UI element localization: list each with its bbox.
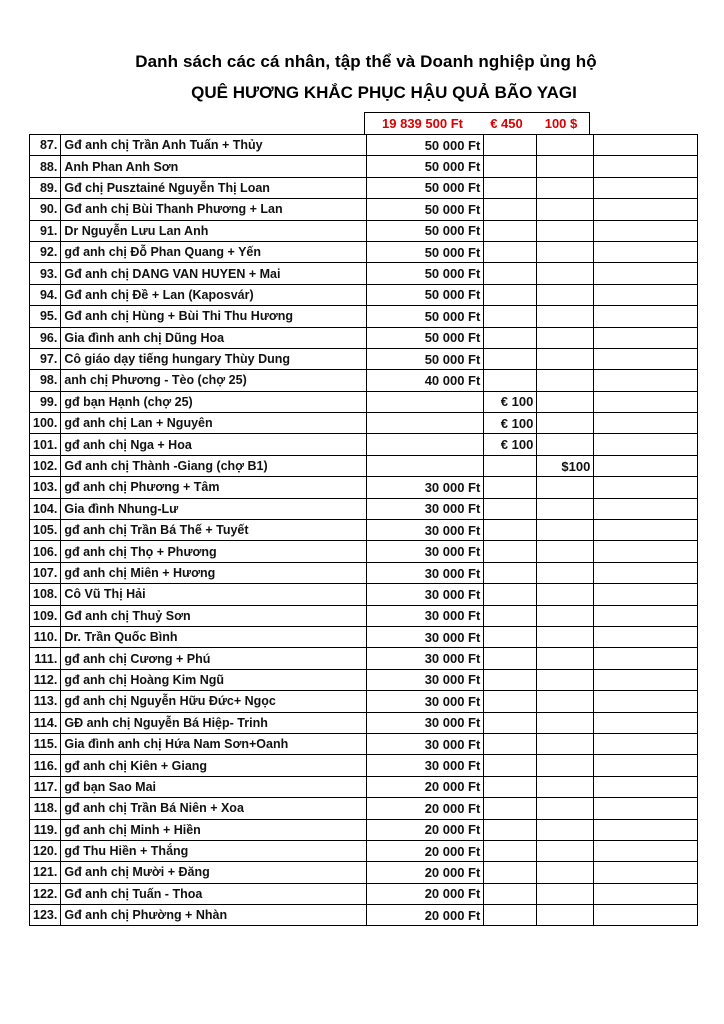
amount-forint	[367, 391, 484, 412]
row-number: 106.	[30, 541, 61, 562]
row-number: 96.	[30, 327, 61, 348]
table-row	[30, 327, 698, 348]
amount-euro	[484, 883, 537, 904]
donor-name: Gia đình anh chị Hứa Nam Sơn+Oanh	[61, 733, 367, 754]
donor-name: Gia đình Nhung-Lư	[61, 498, 367, 519]
amount-dollar: $100	[537, 455, 594, 476]
empty-cell	[594, 455, 698, 476]
amount-dollar	[537, 648, 594, 669]
amount-euro	[484, 562, 537, 583]
amount-forint: 50 000 Ft	[367, 135, 484, 156]
amount-euro: € 100	[484, 413, 537, 434]
amount-dollar	[537, 498, 594, 519]
donor-name: gđ anh chị Thọ + Phương	[61, 541, 367, 562]
row-number: 117.	[30, 776, 61, 797]
donor-name: Gđ anh chị Tuấn - Thoa	[61, 883, 367, 904]
amount-forint: 40 000 Ft	[367, 370, 484, 391]
amount-euro	[484, 135, 537, 156]
donor-name: anh chị Phương - Tèo (chợ 25)	[61, 370, 367, 391]
table-row	[30, 776, 698, 797]
table-row	[30, 562, 698, 583]
donor-name: GĐ anh chị Nguyễn Bá Hiệp- Trinh	[61, 712, 367, 733]
table-row	[30, 840, 698, 861]
title-line-1: Danh sách các cá nhân, tập thể và Doanh nghiệp ủng hộ	[135, 52, 597, 71]
amount-euro	[484, 840, 537, 861]
amount-dollar	[537, 541, 594, 562]
donor-name: Cô Vũ Thị Hải	[61, 584, 367, 605]
amount-dollar	[537, 840, 594, 861]
table-row	[30, 691, 698, 712]
row-number: 99.	[30, 391, 61, 412]
amount-euro	[484, 798, 537, 819]
amount-forint	[367, 455, 484, 476]
amount-euro	[484, 284, 537, 305]
table-row	[30, 199, 698, 220]
empty-cell	[594, 327, 698, 348]
empty-cell	[594, 626, 698, 647]
table-row	[30, 177, 698, 198]
row-number: 103.	[30, 477, 61, 498]
total-euro: € 450	[480, 112, 534, 134]
empty-cell	[594, 605, 698, 626]
amount-forint: 20 000 Ft	[367, 840, 484, 861]
empty-cell	[594, 477, 698, 498]
donor-name: Dr. Trần Quốc Bình	[61, 626, 367, 647]
amount-euro	[484, 691, 537, 712]
empty-cell	[594, 348, 698, 369]
amount-euro	[484, 648, 537, 669]
empty-cell	[594, 862, 698, 883]
empty-cell	[594, 391, 698, 412]
page-title	[0, 52, 724, 72]
donor-name: Gđ anh chị DANG VAN HUYEN + Mai	[61, 263, 367, 284]
amount-dollar	[537, 348, 594, 369]
amount-forint: 30 000 Ft	[367, 669, 484, 690]
amount-euro	[484, 905, 537, 926]
amount-euro	[484, 477, 537, 498]
amount-forint: 20 000 Ft	[367, 819, 484, 840]
amount-dollar	[537, 520, 594, 541]
table-row	[30, 541, 698, 562]
row-number: 97.	[30, 348, 61, 369]
table-row	[30, 798, 698, 819]
amount-euro	[484, 199, 537, 220]
row-number: 102.	[30, 455, 61, 476]
donor-name: gđ anh chị Lan + Nguyên	[61, 413, 367, 434]
amount-euro	[484, 584, 537, 605]
donor-name: Gia đình anh chị Dũng Hoa	[61, 327, 367, 348]
row-number: 94.	[30, 284, 61, 305]
table-row	[30, 263, 698, 284]
row-number: 100.	[30, 413, 61, 434]
amount-dollar	[537, 327, 594, 348]
amount-euro	[484, 626, 537, 647]
amount-forint: 50 000 Ft	[367, 263, 484, 284]
row-number: 105.	[30, 520, 61, 541]
amount-forint: 50 000 Ft	[367, 177, 484, 198]
amount-euro	[484, 306, 537, 327]
total-dollar: 100 $	[533, 112, 590, 134]
row-number: 95.	[30, 306, 61, 327]
empty-cell	[594, 220, 698, 241]
empty-cell	[594, 520, 698, 541]
amount-forint: 50 000 Ft	[367, 241, 484, 262]
amount-dollar	[537, 733, 594, 754]
table-row	[30, 455, 698, 476]
donor-name: Cô giáo dạy tiếng hungary Thùy Dung	[61, 348, 367, 369]
row-number: 88.	[30, 156, 61, 177]
empty-cell	[594, 434, 698, 455]
donor-name: gđ anh chị Phương + Tâm	[61, 477, 367, 498]
donor-name: Gđ anh chị Thành -Giang (chợ B1)	[61, 455, 367, 476]
title-line-2: QUÊ HƯƠNG KHẮC PHỤC HẬU QUẢ BÃO YAGI	[191, 83, 577, 102]
amount-dollar	[537, 819, 594, 840]
amount-dollar	[537, 241, 594, 262]
donor-name: gđ bạn Hạnh (chợ 25)	[61, 391, 367, 412]
donor-name: gđ anh chị Nga + Hoa	[61, 434, 367, 455]
table-row	[30, 284, 698, 305]
amount-euro	[484, 370, 537, 391]
amount-euro	[484, 348, 537, 369]
row-number: 90.	[30, 199, 61, 220]
donor-name: Gđ chị Pusztainé Nguyễn Thị Loan	[61, 177, 367, 198]
table-row	[30, 733, 698, 754]
empty-cell	[594, 498, 698, 519]
amount-forint: 20 000 Ft	[367, 862, 484, 883]
donor-name: gđ anh chị Trần Bá Niên + Xoa	[61, 798, 367, 819]
amount-dollar	[537, 862, 594, 883]
donor-name: Gđ anh chị Trần Anh Tuấn + Thủy	[61, 135, 367, 156]
donor-name: Gđ anh chị Bùi Thanh Phương + Lan	[61, 199, 367, 220]
amount-forint: 30 000 Ft	[367, 733, 484, 754]
table-row	[30, 220, 698, 241]
amount-euro	[484, 241, 537, 262]
amount-euro	[484, 156, 537, 177]
amount-forint: 50 000 Ft	[367, 220, 484, 241]
total-forint: 19 839 500 Ft	[364, 112, 481, 134]
amount-dollar	[537, 156, 594, 177]
amount-euro	[484, 669, 537, 690]
amount-dollar	[537, 712, 594, 733]
row-number: 111.	[30, 648, 61, 669]
row-number: 93.	[30, 263, 61, 284]
amount-dollar	[537, 883, 594, 904]
amount-dollar	[537, 798, 594, 819]
amount-euro	[484, 263, 537, 284]
amount-euro	[484, 541, 537, 562]
table-row	[30, 819, 698, 840]
amount-dollar	[537, 562, 594, 583]
row-number: 116.	[30, 755, 61, 776]
donor-name: gđ bạn Sao Mai	[61, 776, 367, 797]
table-row	[30, 584, 698, 605]
amount-dollar	[537, 776, 594, 797]
amount-euro	[484, 819, 537, 840]
empty-cell	[594, 776, 698, 797]
row-number: 122.	[30, 883, 61, 904]
donor-name: Gđ anh chị Hùng + Bùi Thi Thu Hương	[61, 306, 367, 327]
table-row	[30, 156, 698, 177]
row-number: 92.	[30, 241, 61, 262]
donor-name: gđ anh chị Nguyễn Hữu Đức+ Ngọc	[61, 691, 367, 712]
empty-cell	[594, 306, 698, 327]
amount-forint: 50 000 Ft	[367, 156, 484, 177]
amount-forint: 30 000 Ft	[367, 712, 484, 733]
row-number: 123.	[30, 905, 61, 926]
page-subtitle	[0, 83, 724, 103]
empty-cell	[594, 905, 698, 926]
empty-cell	[594, 712, 698, 733]
amount-forint: 30 000 Ft	[367, 562, 484, 583]
table-row	[30, 605, 698, 626]
table-row	[30, 135, 698, 156]
amount-dollar	[537, 220, 594, 241]
amount-euro	[484, 520, 537, 541]
donor-name: Dr Nguyễn Lưu Lan Anh	[61, 220, 367, 241]
amount-euro	[484, 862, 537, 883]
empty-cell	[594, 648, 698, 669]
row-number: 112.	[30, 669, 61, 690]
donor-name: gđ anh chị Hoàng Kim Ngũ	[61, 669, 367, 690]
amount-dollar	[537, 626, 594, 647]
amount-dollar	[537, 905, 594, 926]
empty-cell	[594, 370, 698, 391]
empty-cell	[594, 819, 698, 840]
table-row	[30, 413, 698, 434]
amount-forint: 20 000 Ft	[367, 905, 484, 926]
donor-name: Gđ anh chị Mười + Đăng	[61, 862, 367, 883]
empty-cell	[594, 733, 698, 754]
table-row	[30, 241, 698, 262]
amount-forint: 30 000 Ft	[367, 755, 484, 776]
amount-dollar	[537, 370, 594, 391]
amount-euro	[484, 177, 537, 198]
amount-dollar	[537, 605, 594, 626]
empty-cell	[594, 840, 698, 861]
row-number: 98.	[30, 370, 61, 391]
amount-forint: 20 000 Ft	[367, 776, 484, 797]
empty-cell	[594, 284, 698, 305]
donor-name: gđ anh chị Cương + Phú	[61, 648, 367, 669]
table-row	[30, 370, 698, 391]
row-number: 107.	[30, 562, 61, 583]
amount-euro	[484, 755, 537, 776]
row-number: 89.	[30, 177, 61, 198]
table-row	[30, 862, 698, 883]
amount-euro	[484, 327, 537, 348]
empty-cell	[594, 263, 698, 284]
table-row	[30, 520, 698, 541]
row-number: 110.	[30, 626, 61, 647]
amount-dollar	[537, 477, 594, 498]
row-number: 113.	[30, 691, 61, 712]
amount-forint: 20 000 Ft	[367, 798, 484, 819]
empty-cell	[594, 691, 698, 712]
amount-euro	[484, 776, 537, 797]
donor-name: Anh Phan Anh Sơn	[61, 156, 367, 177]
donor-name: gđ anh chị Đỗ Phan Quang + Yến	[61, 241, 367, 262]
row-number: 114.	[30, 712, 61, 733]
row-number: 101.	[30, 434, 61, 455]
donor-name: Gđ anh chị Đề + Lan (Kaposvár)	[61, 284, 367, 305]
amount-forint: 50 000 Ft	[367, 327, 484, 348]
donor-name: gđ Thu Hiền + Thắng	[61, 840, 367, 861]
empty-cell	[594, 669, 698, 690]
empty-cell	[594, 135, 698, 156]
table-row	[30, 712, 698, 733]
amount-euro	[484, 498, 537, 519]
table-row	[30, 905, 698, 926]
amount-forint	[367, 434, 484, 455]
empty-cell	[594, 177, 698, 198]
amount-dollar	[537, 263, 594, 284]
amount-forint: 50 000 Ft	[367, 199, 484, 220]
row-number: 87.	[30, 135, 61, 156]
row-number: 119.	[30, 819, 61, 840]
amount-dollar	[537, 755, 594, 776]
empty-cell	[594, 584, 698, 605]
amount-forint: 50 000 Ft	[367, 348, 484, 369]
amount-euro: € 100	[484, 391, 537, 412]
amount-dollar	[537, 177, 594, 198]
empty-cell	[594, 798, 698, 819]
empty-cell	[594, 562, 698, 583]
amount-euro	[484, 733, 537, 754]
table-row	[30, 306, 698, 327]
donor-name: gđ anh chị Minh + Hiền	[61, 819, 367, 840]
amount-forint: 20 000 Ft	[367, 883, 484, 904]
donor-name: gđ anh chị Miên + Hương	[61, 562, 367, 583]
empty-cell	[594, 241, 698, 262]
amount-forint: 30 000 Ft	[367, 605, 484, 626]
table-row	[30, 648, 698, 669]
row-number: 118.	[30, 798, 61, 819]
amount-euro	[484, 605, 537, 626]
empty-cell	[594, 883, 698, 904]
amount-forint: 30 000 Ft	[367, 626, 484, 647]
row-number: 121.	[30, 862, 61, 883]
amount-dollar	[537, 199, 594, 220]
row-number: 120.	[30, 840, 61, 861]
amount-euro	[484, 455, 537, 476]
amount-forint: 50 000 Ft	[367, 306, 484, 327]
empty-cell	[594, 413, 698, 434]
amount-dollar	[537, 434, 594, 455]
table-row	[30, 626, 698, 647]
amount-euro	[484, 712, 537, 733]
table-row	[30, 434, 698, 455]
donor-name: gđ anh chị Trần Bá Thế + Tuyết	[61, 520, 367, 541]
table-row	[30, 391, 698, 412]
amount-dollar	[537, 413, 594, 434]
amount-euro: € 100	[484, 434, 537, 455]
table-row	[30, 498, 698, 519]
table-row	[30, 755, 698, 776]
empty-cell	[594, 156, 698, 177]
row-number: 91.	[30, 220, 61, 241]
donor-table-body	[30, 135, 698, 926]
table-row	[30, 348, 698, 369]
row-number: 115.	[30, 733, 61, 754]
amount-forint	[367, 413, 484, 434]
amount-dollar	[537, 391, 594, 412]
amount-forint: 30 000 Ft	[367, 648, 484, 669]
amount-dollar	[537, 669, 594, 690]
amount-forint: 30 000 Ft	[367, 541, 484, 562]
amount-forint: 30 000 Ft	[367, 520, 484, 541]
amount-forint: 30 000 Ft	[367, 477, 484, 498]
donor-name: Gđ anh chị Thuỷ Sơn	[61, 605, 367, 626]
donor-name: Gđ anh chị Phường + Nhàn	[61, 905, 367, 926]
row-number: 104.	[30, 498, 61, 519]
amount-dollar	[537, 691, 594, 712]
amount-forint: 30 000 Ft	[367, 498, 484, 519]
amount-forint: 50 000 Ft	[367, 284, 484, 305]
empty-cell	[594, 755, 698, 776]
amount-dollar	[537, 135, 594, 156]
table-row	[30, 477, 698, 498]
amount-euro	[484, 220, 537, 241]
table-row	[30, 669, 698, 690]
donor-name: gđ anh chị Kiên + Giang	[61, 755, 367, 776]
row-number: 108.	[30, 584, 61, 605]
row-number: 109.	[30, 605, 61, 626]
donor-table	[29, 134, 698, 926]
empty-cell	[594, 199, 698, 220]
amount-dollar	[537, 584, 594, 605]
amount-dollar	[537, 284, 594, 305]
empty-cell	[594, 541, 698, 562]
table-row	[30, 883, 698, 904]
amount-dollar	[537, 306, 594, 327]
amount-forint: 30 000 Ft	[367, 691, 484, 712]
amount-forint: 30 000 Ft	[367, 584, 484, 605]
